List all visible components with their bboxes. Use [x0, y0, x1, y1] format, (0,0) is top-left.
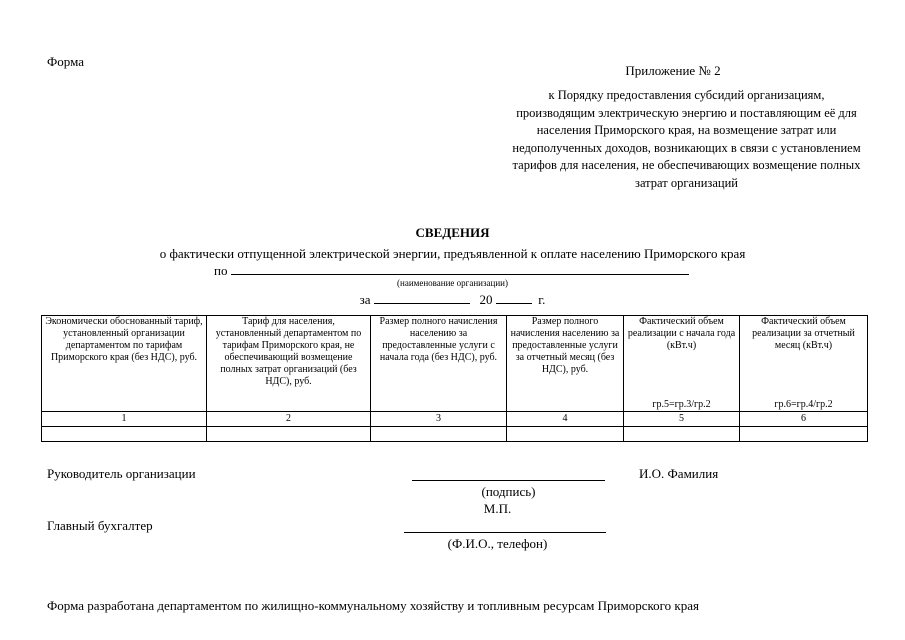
- footer-note: Форма разработана департаментом по жилищно-коммунальному хозяйству и топливным ресурсам Приморского края: [47, 598, 699, 613]
- column-number: 3: [371, 412, 507, 427]
- table-header-cell: [207, 316, 371, 412]
- table-header-cell: [42, 316, 207, 412]
- accountant-signature-line[interactable]: [404, 517, 606, 533]
- period-prefix: за: [359, 292, 371, 307]
- period-month-blank[interactable]: [374, 291, 470, 304]
- period-line: [0, 291, 905, 308]
- table-cell[interactable]: [740, 427, 868, 442]
- table-header-cell: [740, 316, 868, 412]
- organization-blank[interactable]: [231, 262, 689, 275]
- table-header-cell: [371, 316, 507, 412]
- period-year-prefix: 20: [479, 292, 493, 307]
- organization-line: [214, 262, 689, 279]
- column-header: Фактический объем реализации за отчетный месяц (кВт.ч): [752, 316, 855, 351]
- organization-caption: (наименование организации): [397, 278, 508, 288]
- table-data-row: [42, 427, 868, 442]
- column-header: Тариф для населения, установленный департаментом по тарифам Приморского края, не обеспечивающий возмещение полных затрат организаций (без НДС), руб.: [215, 316, 362, 387]
- column-number: 5: [624, 412, 740, 427]
- table-number-row: [42, 412, 868, 427]
- table-cell[interactable]: [507, 427, 624, 442]
- form-label: Форма: [47, 54, 84, 69]
- period-year-blank[interactable]: [496, 291, 532, 304]
- contact-caption: (Ф.И.О., телефон): [447, 536, 548, 551]
- appendix-body: к Порядку предоставления субсидий организациям, производящим электрическую энергию и поставляющим её для населения Приморского края, на возмещение затрат или недополученных доходов, возникающих в связи с установлением тарифов для населения, не обеспечивающих возмещение полных затрат организаций: [512, 88, 861, 190]
- table-cell[interactable]: [207, 427, 371, 442]
- table-header-cell: [507, 316, 624, 412]
- column-formula: гр.5=гр.3/гр.2: [652, 399, 711, 410]
- column-header: Фактический объем реализации с начала года (кВт.ч): [627, 316, 736, 351]
- column-formula: гр.6=гр.4/гр.2: [774, 399, 833, 410]
- head-signature-line[interactable]: [412, 465, 605, 481]
- column-header: Размер полного начисления населению за предоставленные услуги с начала года (без НДС), руб.: [379, 316, 498, 363]
- organization-prefix: по: [214, 263, 228, 278]
- signature-caption: (подпись): [481, 484, 536, 499]
- period-suffix: г.: [538, 292, 546, 307]
- column-number: 6: [740, 412, 868, 427]
- table-header-cell: [624, 316, 740, 412]
- table-header-row: [42, 316, 868, 412]
- table-cell[interactable]: [624, 427, 740, 442]
- stamp-label: М.П.: [483, 501, 512, 516]
- column-header: Экономически обоснованный тариф, установленный организации департаментом по тарифам Приморского края (без НДС), руб.: [45, 316, 203, 363]
- head-label: Руководитель организации: [47, 466, 196, 481]
- data-table: [41, 315, 868, 442]
- appendix-title: Приложение № 2: [625, 63, 721, 78]
- column-number: 4: [507, 412, 624, 427]
- document-title: СВЕДЕНИЯ: [415, 225, 490, 240]
- document-subtitle: о фактически отпущенной электрической энергии, предъявленной к оплате населению Приморского края: [159, 246, 746, 261]
- column-number: 1: [42, 412, 207, 427]
- table-cell[interactable]: [371, 427, 507, 442]
- table-cell[interactable]: [42, 427, 207, 442]
- column-header: Размер полного начисления населению за предоставленные услуги за отчетный месяц (без НДС), руб.: [510, 316, 620, 375]
- accountant-label: Главный бухгалтер: [47, 518, 153, 533]
- head-name: И.О. Фамилия: [639, 466, 719, 481]
- column-number: 2: [207, 412, 371, 427]
